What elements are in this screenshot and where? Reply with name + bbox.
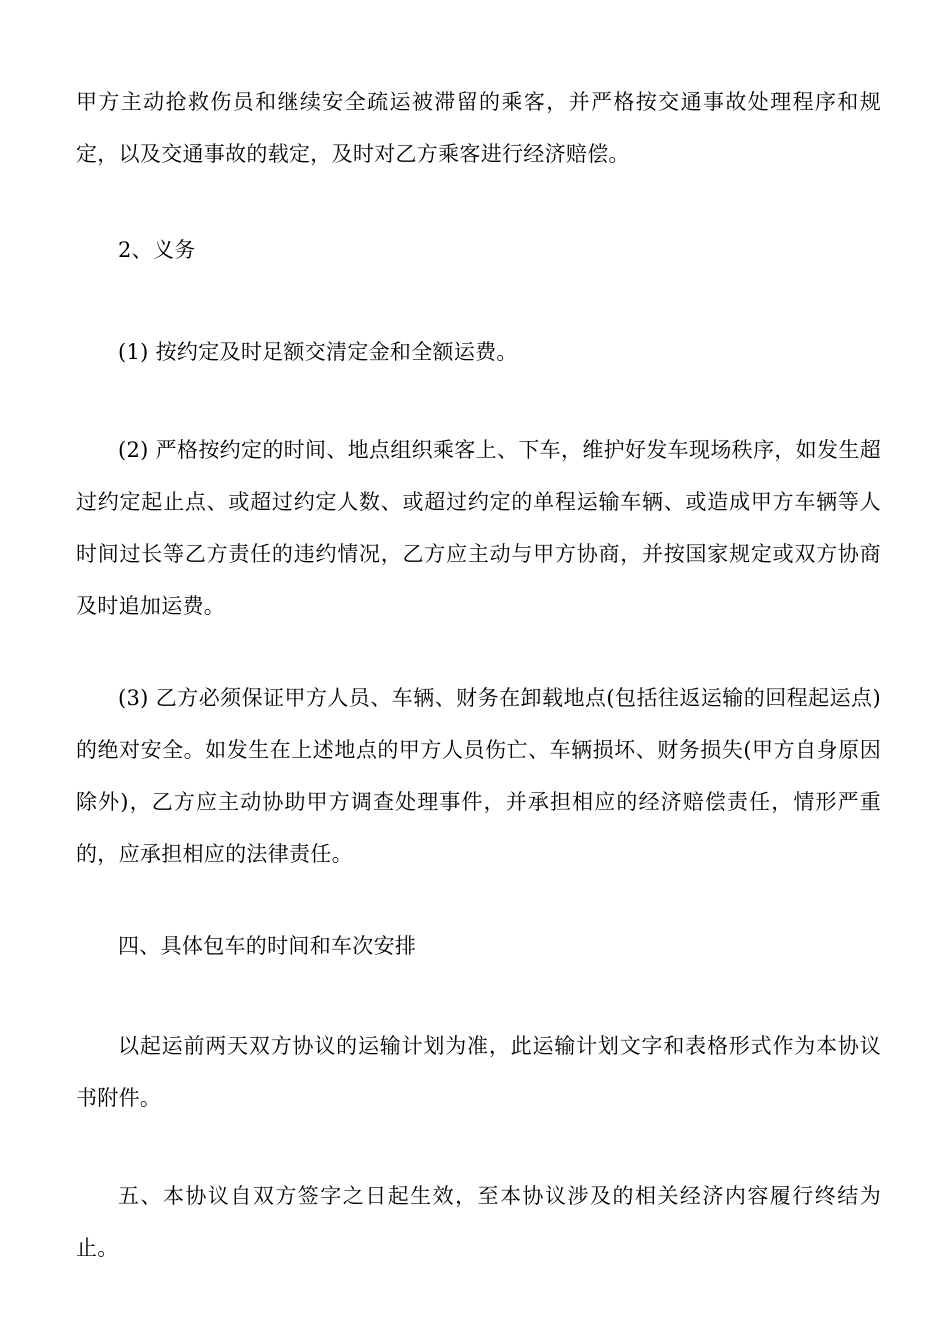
heading-obligations: 2、义务 bbox=[118, 238, 196, 262]
paragraph-obligation-1: (1) 按约定及时足额交清定金和全额运费。 bbox=[118, 340, 518, 364]
paragraph-section-5: 五、本协议自双方签字之日起生效，至本协议涉及的相关经济内容履行终结为止。 bbox=[76, 1184, 881, 1260]
paragraph-obligation-3: (3) 乙方必须保证甲方人员、车辆、财务在卸载地点(包括往返运输的回程起运点)的绝对安全。如发生在上述地点的甲方人员伤亡、车辆损坏、财务损失(甲方自身原因除外)，乙方应主动协助甲方调查处理事件，并承担相应的经济赔偿责任，情形严重的，应承担相应的法律责任。 bbox=[76, 686, 881, 866]
heading-section-4: 四、具体包车的时间和车次安排 bbox=[118, 934, 417, 958]
paragraph-passenger-compensation: 甲方主动抢救伤员和继续安全疏运被滞留的乘客，并严格按交通事故处理程序和规定，以及交通事故的载定，及时对乙方乘客进行经济赔偿。 bbox=[76, 90, 881, 166]
paragraph-transport-plan: 以起运前两天双方协议的运输计划为准，此运输计划文字和表格形式作为本协议书附件。 bbox=[76, 1034, 881, 1110]
paragraph-obligation-2: (2) 严格按约定的时间、地点组织乘客上、下车，维护好发车现场秩序，如发生超过约定起止点、或超过约定人数、或超过约定的单程运输车辆、或造成甲方车辆等人时间过长等乙方责任的违约情况，乙方应主动与甲方协商，并按国家规定或双方协商及时追加运费。 bbox=[76, 438, 881, 618]
